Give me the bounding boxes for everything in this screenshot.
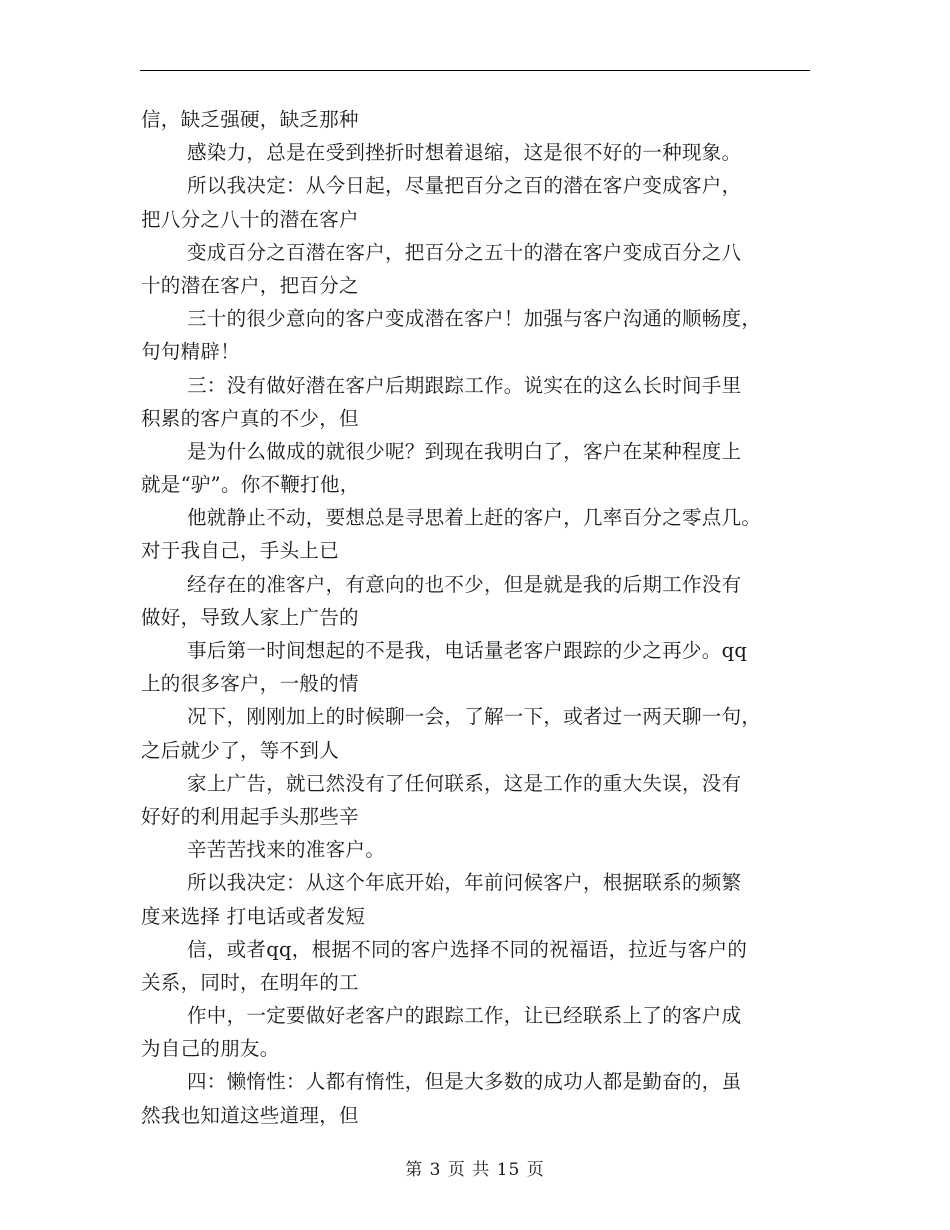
text-line: 经存在的准客户，有意向的也不少，但是就是我的后期工作没有 bbox=[187, 572, 742, 596]
text-line: 对于我自己，手头上已 bbox=[141, 539, 340, 563]
text-line: 关系，同时，在明年的工 bbox=[141, 970, 359, 994]
text-line: 句句精辟！ bbox=[141, 340, 241, 364]
text-line: 把八分之八十的潜在客户 bbox=[141, 207, 359, 231]
text-line: 是为什么做成的就很少呢？到现在我明白了，客户在某种程度上 bbox=[187, 439, 742, 463]
header-rule bbox=[140, 70, 810, 71]
text-line: 感染力，总是在受到挫折时想着退缩，这是很不好的一种现象。 bbox=[187, 141, 742, 165]
text-line: 信，缺乏强硬，缺乏那种 bbox=[141, 108, 359, 131]
document-body bbox=[141, 103, 809, 1132]
text-line: 就是“驴”。你不鞭打他， bbox=[141, 473, 360, 497]
text-line: 事后第一时间想起的不是我，电话量老客户跟踪的少之再少。qq bbox=[187, 639, 748, 662]
text-line: 变成百分之百潜在客户，把百分之五十的潜在客户变成百分之八 bbox=[187, 240, 742, 264]
text-line: 之后就少了，等不到人 bbox=[141, 738, 340, 762]
text-line: 做好，导致人家上广告的 bbox=[141, 605, 359, 629]
text-line: 好好的利用起手头那些辛 bbox=[141, 804, 359, 828]
text-line: 家上广告，就已然没有了任何联系，这是工作的重大失误，没有 bbox=[187, 771, 742, 795]
text-line: 辛苦苦找来的准客户。 bbox=[187, 838, 386, 862]
text-line: 所以我决定：从这个年底开始，年前问候客户，根据联系的频繁 bbox=[187, 871, 742, 895]
text-line: 十的潜在客户，把百分之 bbox=[141, 273, 359, 297]
text-line: 所以我决定：从今日起，尽量把百分之百的潜在客户变成客户， bbox=[187, 174, 742, 198]
text-line: 信，或者qq，根据不同的客户选择不同的祝福语，拉近与客户的 bbox=[187, 937, 748, 961]
text-line: 作中，一定要做好老客户的跟踪工作，让已经联系上了的客户成 bbox=[187, 1004, 742, 1028]
text-line: 积累的客户真的不少，但 bbox=[141, 406, 359, 430]
text-line: 三十的很少意向的客户变成潜在客户！加强与客户沟通的顺畅度， bbox=[187, 307, 762, 331]
text-line: 为自己的朋友。 bbox=[141, 1037, 280, 1061]
text-line: 三：没有做好潜在客户后期跟踪工作。说实在的这么长时间手里 bbox=[187, 373, 742, 397]
page-footer: 第 3 页 共 15 页 bbox=[405, 1160, 545, 1180]
text-line: 然我也知道这些道理，但 bbox=[141, 1103, 359, 1127]
text-line: 四：懒惰性：人都有惰性，但是大多数的成功人都是勤奋的，虽 bbox=[187, 1070, 742, 1094]
text-line: 况下，刚刚加上的时候聊一会，了解一下，或者过一两天聊一句， bbox=[187, 705, 762, 729]
text-line: 他就静止不动，要想总是寻思着上赶的客户，几率百分之零点几。 bbox=[187, 506, 762, 530]
text-line: 上的很多客户，一般的情 bbox=[141, 672, 359, 696]
text-line: 度来选择 打电话或者发短 bbox=[141, 904, 366, 928]
